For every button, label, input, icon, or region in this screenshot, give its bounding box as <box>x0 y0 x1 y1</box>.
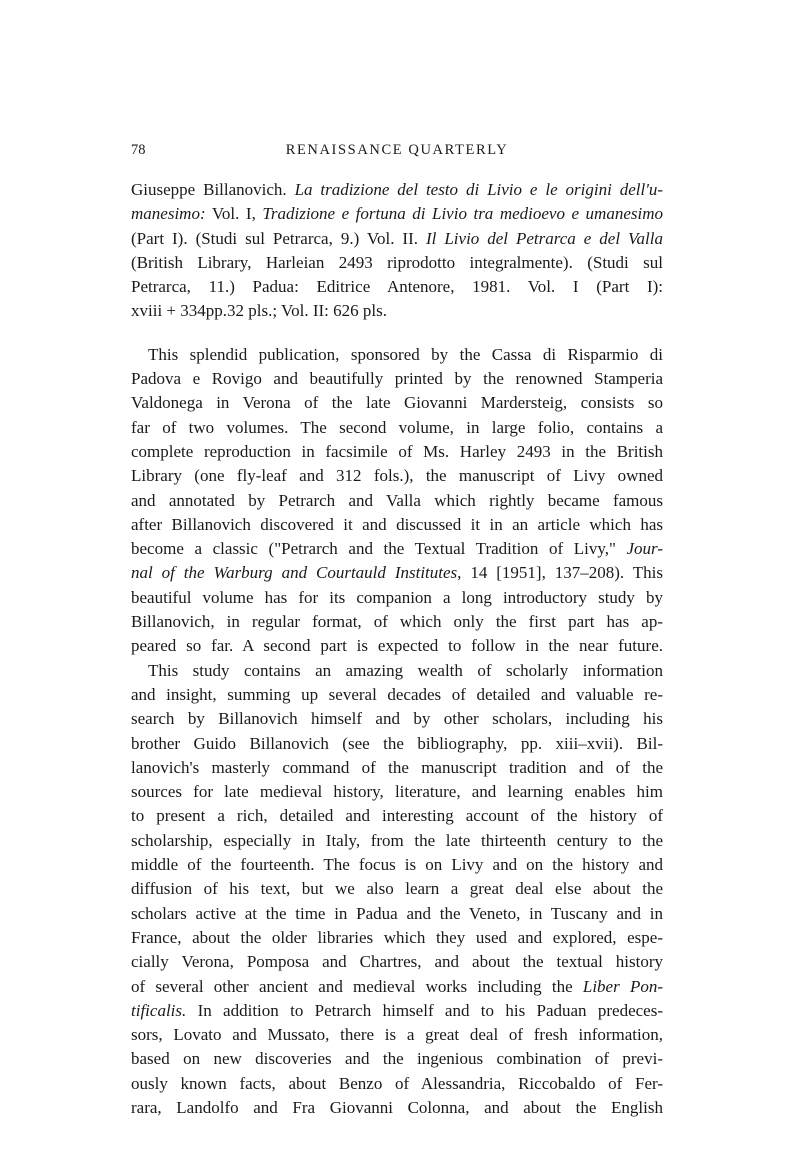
italic-text: La tradizione del testo di Livio e le origini dell'u- <box>294 180 663 199</box>
text-line <box>131 610 663 634</box>
text-line <box>131 251 663 275</box>
text-line <box>131 999 663 1023</box>
text-run: (Part I). (Studi sul Petrarca, 9.) Vol. II. <box>131 228 426 248</box>
text-run: lanovich's masterly command of the manuscript tradition and of the <box>131 757 663 777</box>
article-body <box>131 178 663 1120</box>
text-line <box>131 299 663 323</box>
text-run: scholars active at the time in Padua and the Veneto, in Tuscany and in <box>131 903 663 923</box>
text-line <box>131 634 663 658</box>
text-line <box>131 732 663 756</box>
text-run: rara, Landolfo and Fra Giovanni Colonna, and about the English <box>131 1097 663 1117</box>
text-run: Library (one fly-leaf and 312 fols.), the manuscript of Livy owned <box>131 466 663 486</box>
text-line <box>131 950 663 974</box>
text-line <box>131 1047 663 1071</box>
text-line <box>131 416 663 440</box>
text-line <box>131 202 663 226</box>
text-line <box>131 391 663 415</box>
text-line <box>131 440 663 464</box>
text-run: middle of the fourteenth. The focus is on Livy and on the history and <box>131 855 663 875</box>
text-line <box>131 780 663 804</box>
text-run: sources for late medieval history, literature, and learning enables him <box>131 782 663 802</box>
review-paragraph-2 <box>131 659 663 1121</box>
text-line <box>131 877 663 901</box>
text-line <box>131 683 663 707</box>
text-run: This study contains an amazing wealth of scholarly information <box>148 660 663 680</box>
text-run: xviii + 334pp.32 pls.; Vol. II: 626 pls. <box>131 301 387 321</box>
page-number: 78 <box>131 142 146 158</box>
text-line <box>131 275 663 299</box>
text-run: to present a rich, detailed and interesting account of the history of <box>131 806 663 826</box>
text-line <box>131 1096 663 1120</box>
text-run: Billanovich, in regular format, of which only the first part has ap- <box>131 612 663 632</box>
italic-text: Liber Pon- <box>582 976 663 996</box>
text-run: Giuseppe Billanovich. <box>131 180 295 199</box>
text-run: of several other ancient and medieval works including the <box>131 976 583 996</box>
text-run: In addition to Petrarch himself and to his Paduan predeces- <box>186 1000 663 1020</box>
text-run: brother Guido Billanovich (see the bibliography, pp. xiii–xvii). Bil- <box>131 733 663 753</box>
italic-text: manesimo: <box>131 204 206 224</box>
text-line <box>131 853 663 877</box>
text-run: Petrarca, 11.) Padua: Editrice Antenore, 1981. Vol. I (Part I): <box>131 277 663 297</box>
text-line <box>131 829 663 853</box>
text-line <box>131 489 663 513</box>
text-run: search by Billanovich himself and by other scholars, including his <box>131 709 663 729</box>
italic-text: tificalis. <box>131 1000 187 1020</box>
running-head: RENAISSANCE QUARTERLY <box>285 142 509 158</box>
text-line <box>131 561 663 585</box>
text-line <box>131 343 663 367</box>
text-run: beautiful volume has for its companion a long introductory study by <box>131 587 663 607</box>
text-line <box>131 926 663 950</box>
book-citation <box>131 178 663 324</box>
text-run: Vol. I, <box>205 204 263 224</box>
text-line <box>131 902 663 926</box>
text-line <box>131 178 663 202</box>
review-paragraph-1 <box>131 343 663 659</box>
text-run: scholarship, especially in Italy, from the late thirteenth century to the <box>131 830 663 850</box>
text-run: complete reproduction in facsimile of Ms. Harley 2493 in the British <box>131 441 663 461</box>
text-run: (British Library, Harleian 2493 riprodotto integralmente). (Studi sul <box>131 252 663 272</box>
text-run: and insight, summing up several decades of detailed and valuable re- <box>131 684 663 704</box>
text-line <box>131 804 663 828</box>
text-run: Padova e Rovigo and beautifully printed by the renowned Stamperia <box>131 369 663 389</box>
text-line <box>131 464 663 488</box>
page-header <box>131 142 663 162</box>
section-gap <box>131 324 663 343</box>
text-run: diffusion of his text, but we also learn a great deal else about the <box>131 879 663 899</box>
text-run: This splendid publication, sponsored by the Cassa di Risparmio di <box>148 344 663 364</box>
text-line <box>131 367 663 391</box>
text-line <box>131 1023 663 1047</box>
italic-text: nal of the Warburg and Courtauld Institutes, <box>131 563 462 583</box>
italic-text: Il Livio del Petrarca e del Valla <box>425 228 663 248</box>
italic-text: Tradizione e fortuna di Livio tra medioevo e umanesimo <box>262 204 663 224</box>
text-run: 14 [1951], 137–208). This <box>461 563 663 583</box>
text-run: peared so far. A second part is expected to follow in the near future. <box>131 636 663 656</box>
text-run: far of two volumes. The second volume, in large folio, contains a <box>131 417 663 437</box>
text-line <box>131 756 663 780</box>
italic-text: Jour- <box>626 539 663 559</box>
text-run: France, about the older libraries which they used and explored, espe- <box>131 927 663 947</box>
text-run: based on new discoveries and the ingenious combination of previ- <box>131 1049 663 1069</box>
text-run: after Billanovich discovered it and discussed it in an article which has <box>131 514 663 534</box>
text-run: sors, Lovato and Mussato, there is a great deal of fresh information, <box>131 1025 663 1045</box>
text-line <box>131 537 663 561</box>
text-line <box>131 659 663 683</box>
text-run: ously known facts, about Benzo of Alessandria, Riccobaldo of Fer- <box>131 1073 663 1093</box>
text-run: cially Verona, Pomposa and Chartres, and about the textual history <box>131 952 663 972</box>
text-line <box>131 227 663 251</box>
text-line <box>131 513 663 537</box>
text-line <box>131 1072 663 1096</box>
text-line <box>131 586 663 610</box>
text-line <box>131 707 663 731</box>
text-run: become a classic ("Petrarch and the Textual Tradition of Livy," <box>131 539 627 559</box>
text-line <box>131 975 663 999</box>
text-run: and annotated by Petrarch and Valla which rightly became famous <box>131 490 663 510</box>
text-run: Valdonega in Verona of the late Giovanni Mardersteig, consists so <box>131 393 663 413</box>
